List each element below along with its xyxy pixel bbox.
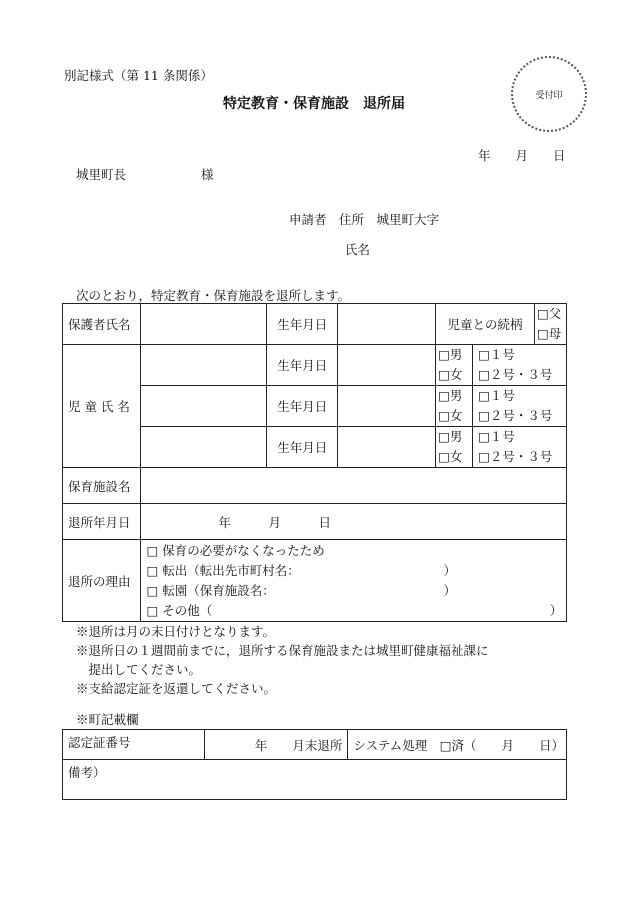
cert-type-1-checkbox[interactable]: □１号	[478, 347, 515, 362]
remarks-field[interactable]: 備考）	[63, 760, 567, 800]
cert-type-23-checkbox[interactable]: □２号・３号	[478, 367, 553, 382]
reason-moving-out-checkbox[interactable]: □ 転出（転出先市町村名： ）	[146, 562, 457, 578]
note-item: ※退所日の１週間前までに，退所する保育施設または城里町健康福祉課に	[76, 643, 489, 658]
child-birthdate-field[interactable]	[338, 386, 436, 427]
note-item: 提出してください。	[76, 662, 202, 677]
exit-date-row	[63, 504, 567, 540]
exit-date-label: 退所年月日	[63, 504, 141, 540]
facility-label: 保育施設名	[63, 468, 141, 504]
application-table	[62, 303, 567, 622]
relation-label: 児童との続柄	[436, 304, 535, 345]
stamp-label: 受付印	[535, 90, 563, 101]
recipient: 城里町長 様	[76, 167, 214, 182]
receipt-stamp	[511, 56, 587, 132]
exit-date-field[interactable]: 年 月 日	[141, 504, 567, 540]
applicant-name: 氏名	[345, 242, 371, 257]
relation-mother-checkbox[interactable]: □母	[536, 326, 562, 341]
reason-transfer-checkbox[interactable]: □ 転園（保育施設名： ）	[146, 582, 457, 598]
guardian-label: 保護者氏名	[63, 304, 141, 345]
child-name-field[interactable]	[141, 427, 267, 468]
female-checkbox[interactable]: □女	[438, 449, 463, 464]
child-birthdate-field[interactable]	[338, 345, 436, 386]
birthdate-label: 生年月日	[267, 427, 338, 468]
child-birthdate-field[interactable]	[338, 427, 436, 468]
form-reference: 別記様式（第 11 条関係）	[64, 68, 213, 83]
notes	[76, 622, 489, 698]
female-checkbox[interactable]: □女	[438, 408, 463, 423]
male-checkbox[interactable]: □男	[438, 388, 463, 403]
guardian-row	[63, 304, 567, 345]
guardian-birthdate-field[interactable]	[338, 304, 436, 345]
birthdate-label: 生年月日	[267, 345, 338, 386]
date-line: 年 月 日	[478, 148, 566, 163]
note-item: ※退所は月の末日付けとなります。	[76, 624, 276, 639]
male-checkbox[interactable]: □男	[438, 429, 463, 444]
cert-type-1-checkbox[interactable]: □１号	[478, 429, 515, 444]
office-use-heading: ※町記載欄	[76, 712, 139, 727]
child-name-field[interactable]	[141, 386, 267, 427]
reason-row	[63, 540, 567, 622]
facility-row	[63, 468, 567, 504]
reason-label: 退所の理由	[63, 540, 141, 622]
cert-type-23-checkbox[interactable]: □２号・３号	[478, 449, 553, 464]
applicant-address: 申請者 住所 城里町大字	[289, 212, 440, 227]
guardian-name-field[interactable]	[141, 304, 267, 345]
month-end-exit: 年 月末退所	[204, 730, 348, 760]
cert-type-23-checkbox[interactable]: □２号・３号	[478, 408, 553, 423]
cert-type-1-checkbox[interactable]: □１号	[478, 388, 515, 403]
office-use-table	[62, 729, 567, 800]
form-title: 特定教育・保育施設 退所届	[223, 96, 405, 112]
child-name-field[interactable]	[141, 345, 267, 386]
note-item: ※支給認定証を返還してください。	[76, 681, 277, 696]
birthdate-label: 生年月日	[267, 386, 338, 427]
child-label: 児 童 氏 名	[63, 345, 141, 468]
birthdate-label: 生年月日	[267, 304, 338, 345]
female-checkbox[interactable]: □女	[438, 367, 463, 382]
reason-no-need-checkbox[interactable]: □ 保育の必要がなくなったため	[146, 542, 325, 558]
facility-name-field[interactable]	[141, 468, 567, 504]
reason-other-checkbox[interactable]: □ その他（ ）	[146, 602, 563, 618]
cert-number-label: 認定証番号	[63, 730, 205, 760]
system-processing: システム処理 □済（ 月 日）	[348, 730, 567, 760]
child-row	[63, 345, 567, 386]
relation-father-checkbox[interactable]: □父	[536, 306, 562, 321]
intro-text: 次のとおり，特定教育・保育施設を退所します。	[76, 288, 351, 303]
male-checkbox[interactable]: □男	[438, 347, 463, 362]
